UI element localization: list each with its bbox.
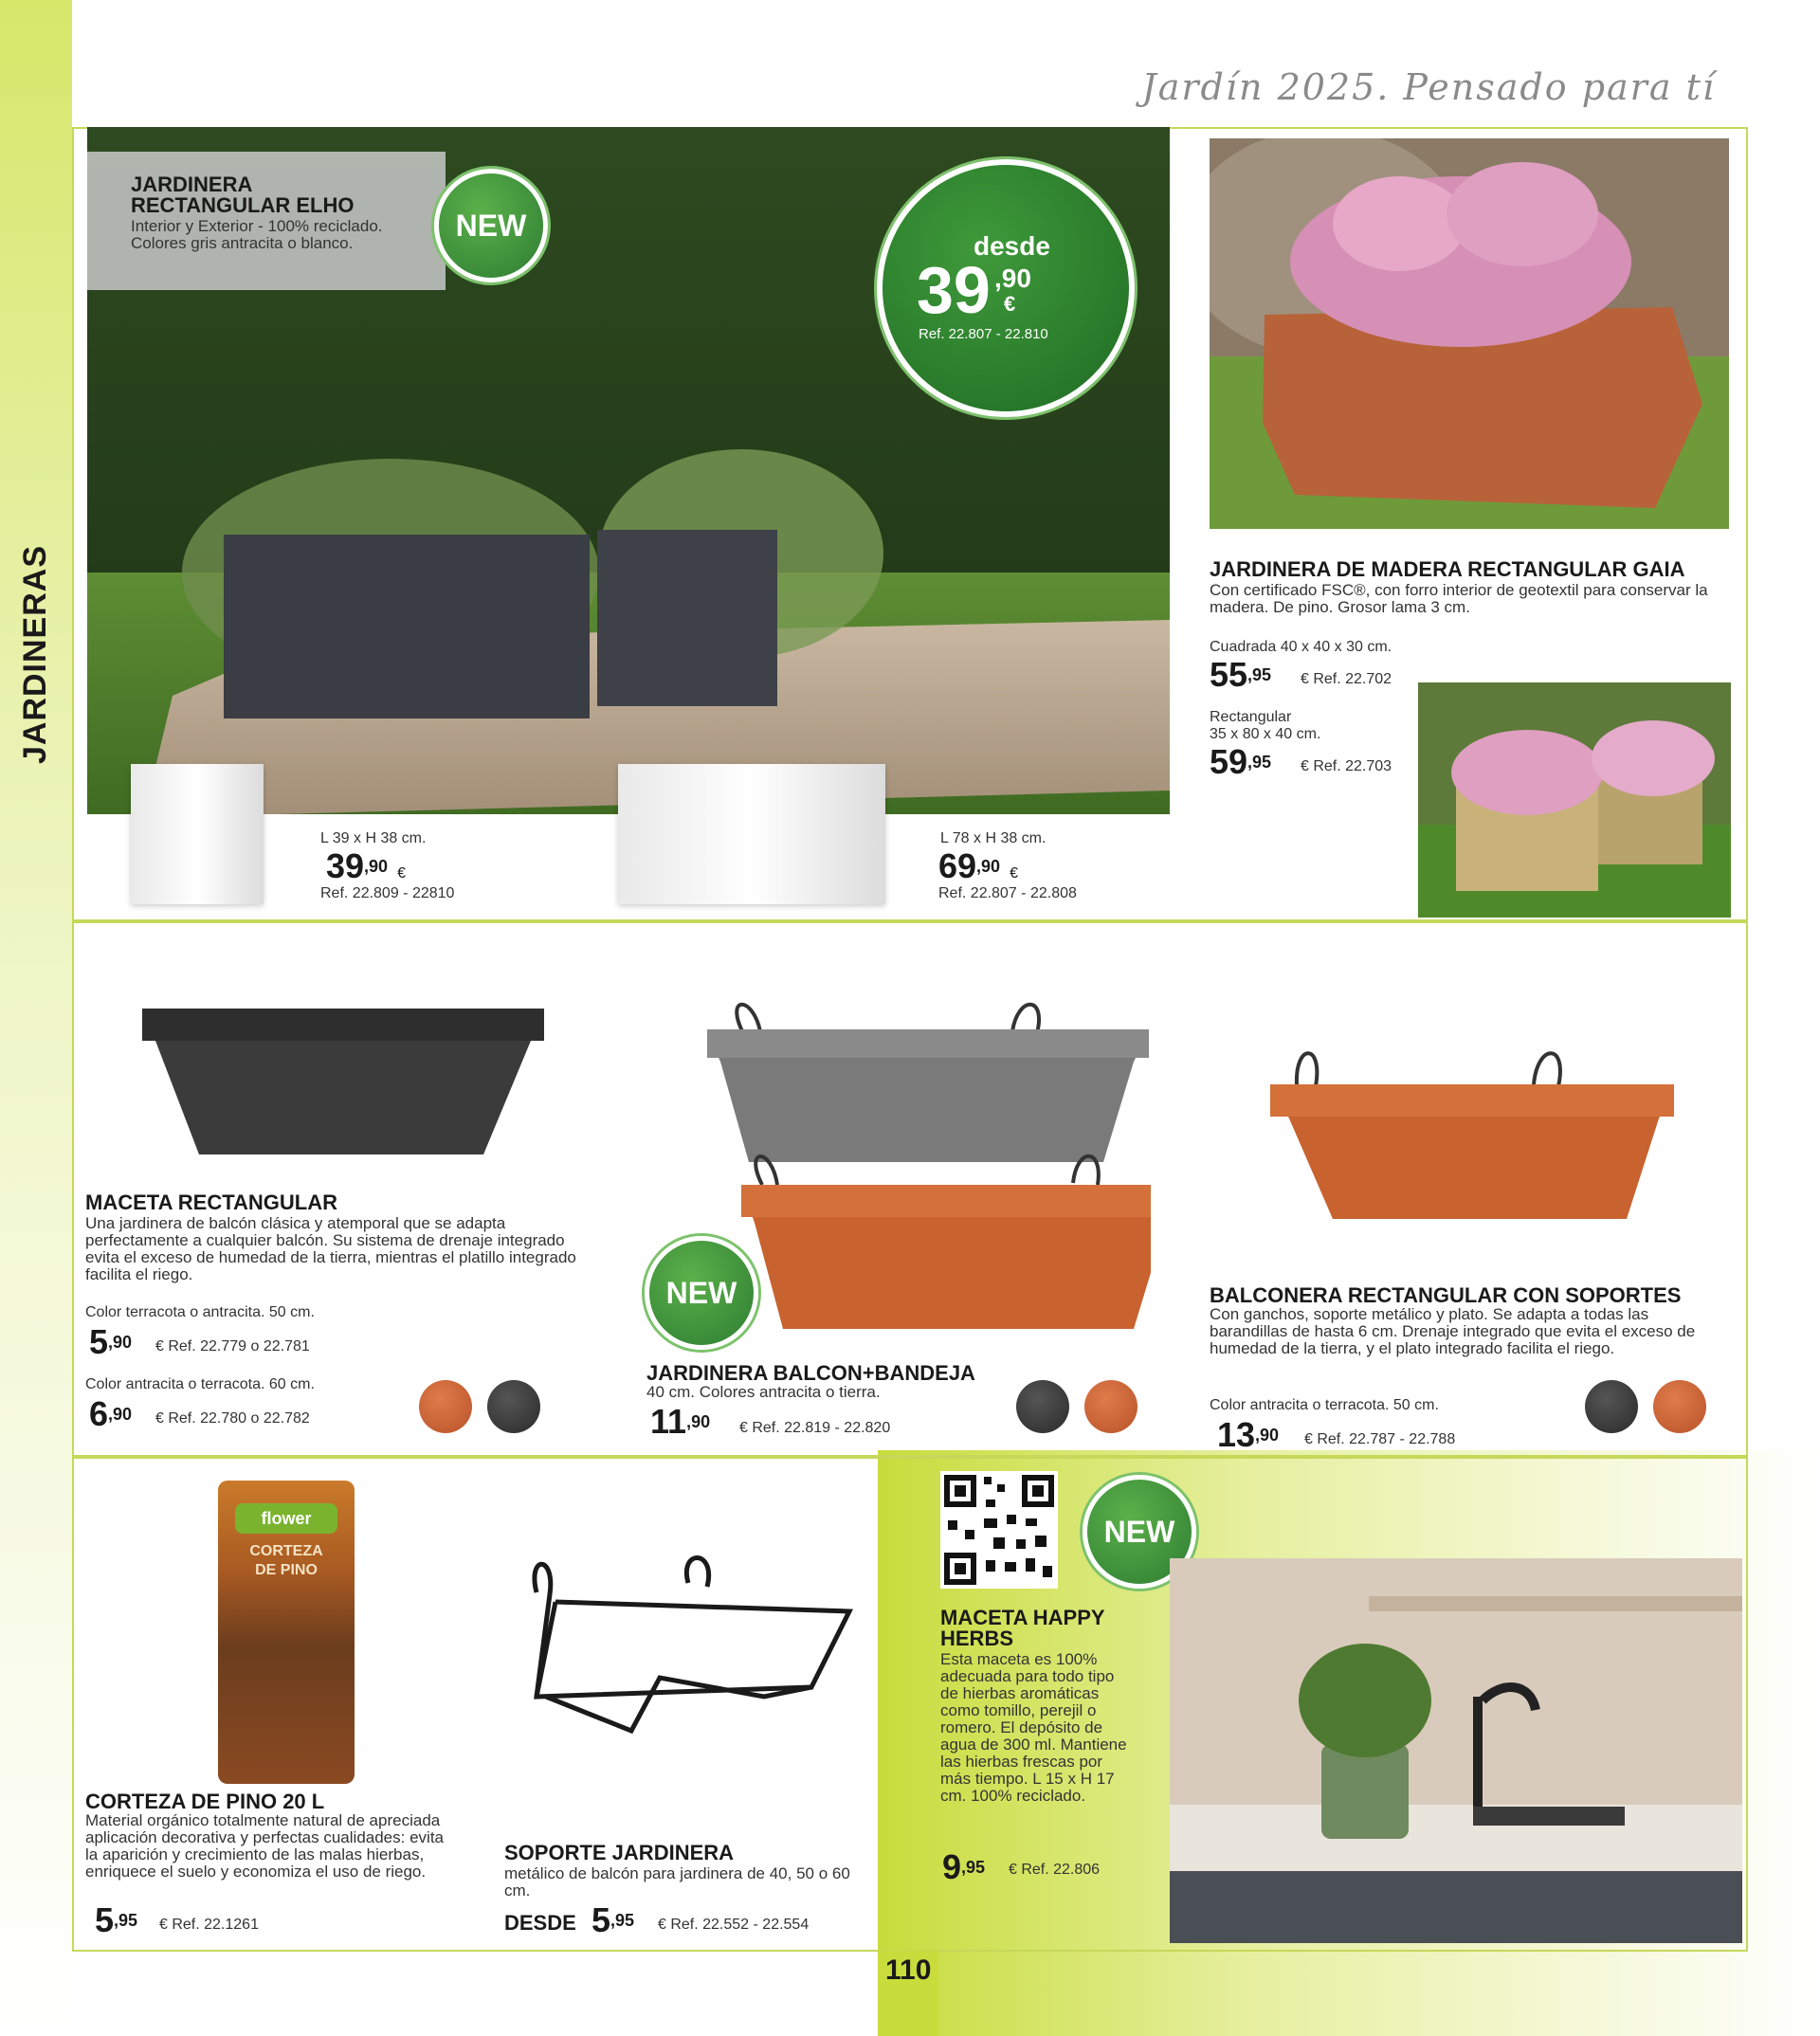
maceta-opt2-price: $6^{,90}$ (89, 1394, 133, 1433)
balconera-ref: € Ref. 22.787 - 22.788 (1304, 1431, 1456, 1447)
price-badge-dec: ,90 (994, 264, 1031, 293)
maceta-opt1-price: $5^{,90}$ (89, 1322, 133, 1361)
balconera-image (1266, 1033, 1676, 1223)
corteza-title: CORTEZA DE PINO 20 L (85, 1790, 325, 1813)
color-swatch-terracota[interactable] (1653, 1380, 1706, 1433)
herbs-qr-code[interactable] (940, 1471, 1058, 1589)
price-badge-currency: € (1004, 292, 1016, 316)
corteza-bag-line2: DE PINO (255, 1562, 318, 1578)
maceta-title: MACETA RECTANGULAR (85, 1191, 338, 1214)
balconera-price: $13^{,90}$ (1217, 1415, 1280, 1454)
gaia-rect-label1: Rectangular (1210, 709, 1292, 725)
herbs-description: Esta maceta es 100% adecuada para todo tipo de hierbas aromáticas como tomillo, perejil o romero. El depósito de agua de 300 ml. Mantiene las hierbas frescas por más tiempo. L 15 x H 17 cm. 100% reciclado. (940, 1650, 1127, 1805)
gaia-rect-label2: 35 x 80 x 40 cm. (1210, 726, 1321, 742)
elho-small-price: $39^{,90}$ € (326, 846, 406, 885)
soporte-price: $5^{,95}$ (592, 1900, 635, 1939)
price-badge-int: 39 (917, 253, 991, 327)
herbs-ref: € Ref. 22.806 (1009, 1862, 1101, 1878)
elho-price-badge (877, 159, 1135, 417)
balconera-description: Con ganchos, soporte metálico y plato. Se adapta a todas las barandillas de hasta 6 cm. Drenaje integrado que evita el exceso de humedad de la tierra, y el plato integrado facilita el riego. (1210, 1305, 1696, 1357)
gaia-title: JARDINERA DE MADERA RECTANGULAR GAIA (1210, 557, 1685, 581)
section-vertical-label: JARDINERAS (17, 544, 54, 764)
balcon-ref: € Ref. 22.819 - 22.820 (739, 1420, 891, 1436)
balcon-description: 40 cm. Colores antracita o tierra. (646, 1383, 881, 1401)
color-swatch-terracota[interactable] (419, 1380, 472, 1433)
soporte-title: SOPORTE JARDINERA (504, 1841, 735, 1864)
corteza-bag-brand: flower (235, 1503, 337, 1534)
corteza-bag-image (218, 1481, 355, 1784)
color-swatch-antracita[interactable] (487, 1380, 540, 1433)
elho-description: Interior y Exterior - 100% reciclado. Colores gris antracita o blanco. (131, 217, 383, 252)
maceta-opt2-ref: € Ref. 22.780 o 22.782 (155, 1410, 310, 1427)
maceta-opt1-label: Color terracota o antracita. 50 cm. (85, 1304, 315, 1320)
maceta-description: Una jardinera de balcón clásica y atemporal que se adapta perfectamente a cualquier balcón. Su sistema de drenaje integrado evita el exceso de humedad de la tierra, mientras el platillo integrado facilita el riego. (85, 1214, 576, 1283)
page-number-tab (878, 1951, 938, 2036)
elho-large-price: $69^{,90}$ € (938, 846, 1018, 885)
soporte-description: metálico de balcón para jardinera de 40, 50 o 60 cm. (504, 1864, 850, 1900)
new-badge: NEW (1083, 1475, 1196, 1589)
balconera-label: Color antracita o terracota. 50 cm. (1210, 1397, 1439, 1413)
elho-large-dims: L 78 x H 38 cm. (940, 830, 1046, 846)
color-swatch-antracita[interactable] (1585, 1380, 1638, 1433)
color-swatch-antracita[interactable] (1016, 1380, 1069, 1433)
page-header-title: Jardín 2025. Pensado para tí (1141, 66, 1716, 108)
balcon-title: JARDINERA BALCON+BANDEJA (646, 1361, 975, 1385)
elho-info-box (87, 152, 446, 290)
elho-white-large-image (618, 764, 885, 904)
corteza-ref: € Ref. 22.1261 (159, 1917, 259, 1933)
elho-small-ref: Ref. 22.809 - 22810 (320, 885, 455, 901)
gaia-square-price: $55^{,95}$ (1210, 655, 1272, 694)
elho-small-dims: L 39 x H 38 cm. (320, 830, 427, 846)
gaia-square-ref: € Ref. 22.702 (1301, 671, 1392, 687)
gaia-small-photo (1418, 682, 1731, 918)
corteza-bag-line1: CORTEZA (249, 1543, 323, 1559)
gaia-rect-price: $59^{,95}$ (1210, 742, 1272, 781)
herbs-title-line2: HERBS (940, 1627, 1014, 1650)
balcon-image (705, 995, 1151, 1336)
herbs-kitchen-photo (1170, 1558, 1742, 1943)
soporte-image (527, 1554, 878, 1744)
gaia-square-label: Cuadrada 40 x 40 x 30 cm. (1210, 639, 1392, 655)
color-swatch-terracota[interactable] (1084, 1380, 1138, 1433)
elho-title-line1: JARDINERA (131, 173, 253, 196)
page-number: 110 (885, 1954, 932, 1986)
gaia-photo (1210, 138, 1729, 529)
herbs-price: $9^{,95}$ (942, 1847, 986, 1886)
corteza-price: $5^{,95}$ (95, 1900, 138, 1939)
elho-large-ref: Ref. 22.807 - 22.808 (938, 885, 1077, 901)
maceta-image (142, 1003, 544, 1158)
soporte-desde-label: DESDE (504, 1911, 576, 1935)
elho-white-small-image (131, 764, 264, 904)
gaia-rect-ref: € Ref. 22.703 (1301, 758, 1392, 774)
maceta-opt1-ref: € Ref. 22.779 o 22.781 (155, 1338, 310, 1354)
maceta-opt2-label: Color antracita o terracota. 60 cm. (85, 1376, 315, 1392)
new-badge: NEW (645, 1236, 758, 1350)
herbs-title-line1: MACETA HAPPY (940, 1606, 1105, 1629)
elho-title-line2: RECTANGULAR ELHO (131, 193, 355, 217)
price-badge-ref: Ref. 22.807 - 22.810 (919, 326, 1048, 342)
corteza-description: Material orgánico totalmente natural de apreciada aplicación decorativa y perfectas cualidades: evita la aparición y crecimiento de las malas hierbas, enriquece el suelo y economiza el uso de riego. (85, 1811, 444, 1881)
side-gradient-strip (0, 0, 72, 2036)
gaia-description: Con certificado FSC®, con forro interior de geotextil para conservar la madera. De pino. Grosor lama 3 cm. (1210, 581, 1708, 616)
new-badge: NEW (434, 169, 548, 282)
price-badge-desde: desde (974, 231, 1050, 261)
balcon-price: $11^{,90}$ (650, 1402, 711, 1441)
balconera-title: BALCONERA RECTANGULAR CON SOPORTES (1210, 1283, 1682, 1307)
soporte-ref: € Ref. 22.552 - 22.554 (658, 1917, 810, 1933)
